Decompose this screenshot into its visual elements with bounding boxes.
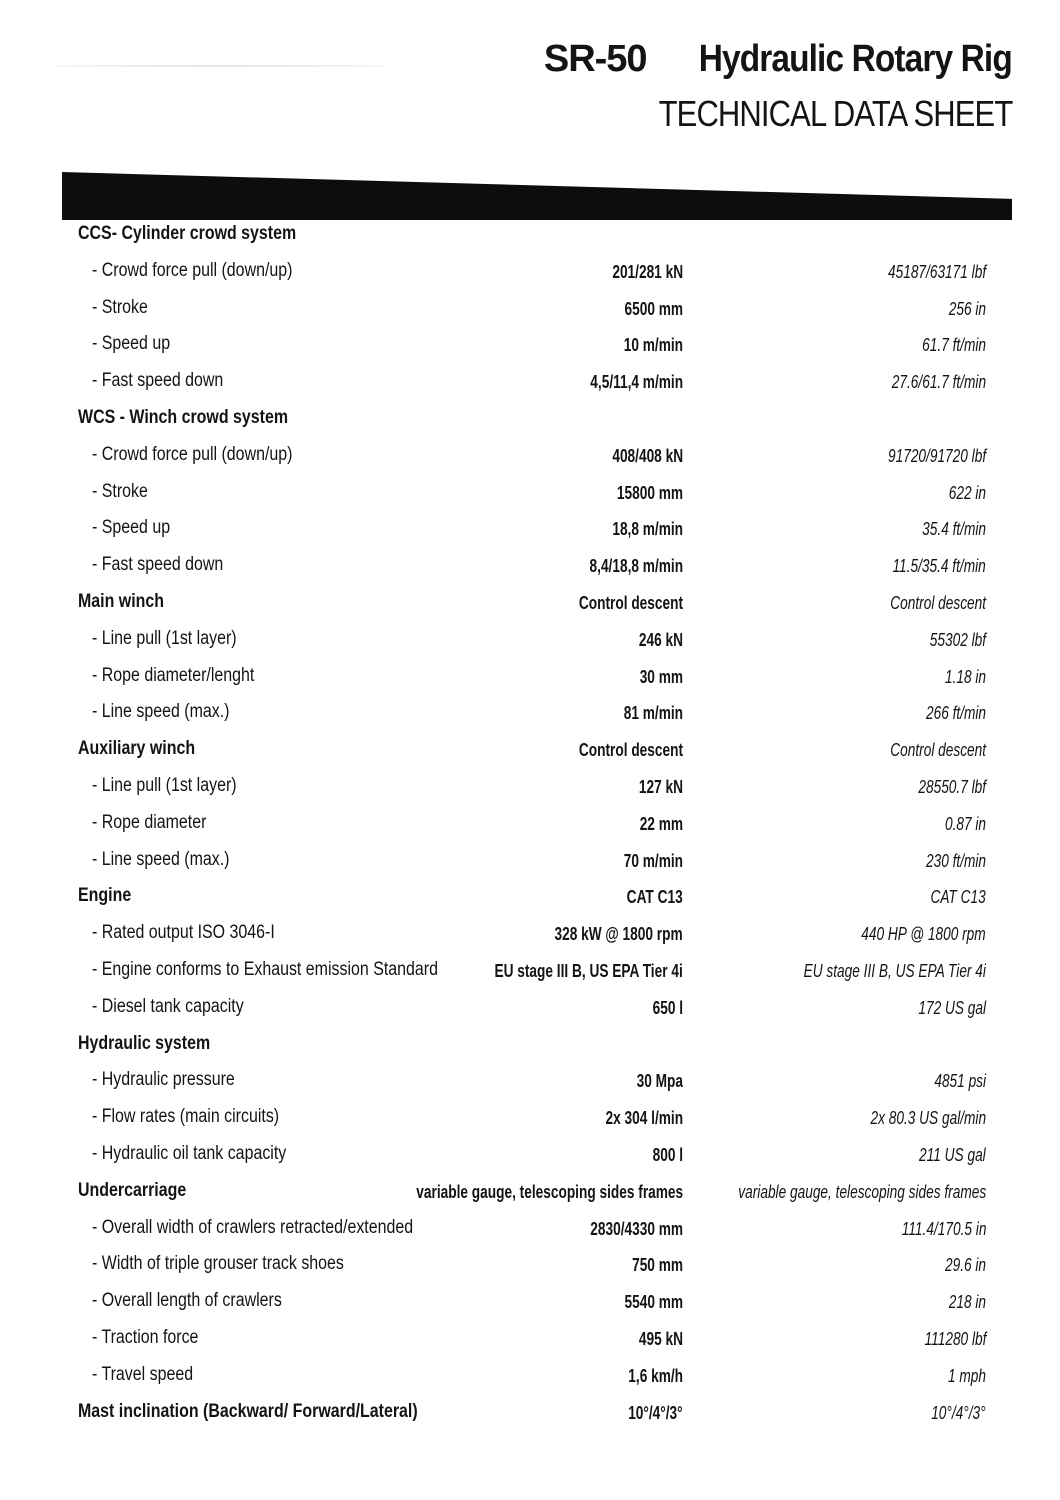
imperial-value: 29.6 in xyxy=(944,1255,986,1276)
spec-row xyxy=(78,767,998,804)
metric-value: EU stage III B, US EPA Tier 4i xyxy=(494,960,683,981)
imperial-value: 35.4 ft/min xyxy=(922,519,986,540)
spec-row xyxy=(78,804,998,841)
metric-value: 10°/4°/3° xyxy=(628,1402,683,1423)
spec-row xyxy=(78,473,998,510)
imperial-value: 10°/4°/3° xyxy=(931,1402,986,1423)
metric-value: 328 kW @ 1800 rpm xyxy=(554,924,683,945)
imperial-value: 55302 lbf xyxy=(929,629,986,650)
metric-value: 30 Mpa xyxy=(636,1071,683,1092)
metric-value: 70 m/min xyxy=(623,850,683,871)
imperial-value: 4851 psi xyxy=(934,1071,986,1092)
spec-row xyxy=(78,436,998,473)
spec-label: - Overall width of crawlers retracted/extended xyxy=(92,1216,414,1238)
spec-row xyxy=(78,325,998,362)
imperial-value: 266 ft/min xyxy=(925,703,986,724)
spec-label: - Speed up xyxy=(92,517,171,539)
imperial-value: variable gauge, telescoping sides frames xyxy=(738,1181,986,1202)
imperial-value: 1 mph xyxy=(947,1365,986,1386)
spec-row xyxy=(78,620,998,657)
spec-label: - Crowd force pull (down/up) xyxy=(92,443,293,465)
section-row xyxy=(78,877,998,914)
metric-value: Control descent xyxy=(578,592,683,613)
spec-row xyxy=(78,1061,998,1098)
metric-value: 2830/4330 mm xyxy=(590,1218,683,1239)
metric-value: variable gauge, telescoping sides frames xyxy=(416,1181,683,1202)
imperial-value: 27.6/61.7 ft/min xyxy=(891,372,986,393)
spec-row xyxy=(78,1282,998,1319)
spec-label: - Flow rates (main circuits) xyxy=(92,1106,280,1128)
section-label: WCS - Winch crowd system xyxy=(78,406,289,428)
spec-label: - Travel speed xyxy=(92,1363,194,1385)
spec-row xyxy=(78,252,998,289)
imperial-value: 440 HP @ 1800 rpm xyxy=(861,924,986,945)
metric-value: Control descent xyxy=(578,740,683,761)
spec-label: - Engine conforms to Exhaust emission Standard xyxy=(92,958,438,980)
spec-label: - Hydraulic oil tank capacity xyxy=(92,1142,287,1164)
spec-label: - Rope diameter xyxy=(92,811,207,833)
spec-row xyxy=(78,289,998,326)
spec-label: - Line pull (1st layer) xyxy=(92,627,237,649)
metric-value: 495 kN xyxy=(638,1328,683,1349)
metric-value: 4,5/11,4 m/min xyxy=(590,372,683,393)
metric-value: 6500 mm xyxy=(624,298,683,319)
spec-label: - Line speed (max.) xyxy=(92,848,230,870)
spec-row xyxy=(78,1135,998,1172)
spec-label: - Rope diameter/lenght xyxy=(92,664,255,686)
metric-value: 30 mm xyxy=(639,666,683,687)
section-row xyxy=(78,1172,998,1209)
imperial-value: EU stage III B, US EPA Tier 4i xyxy=(803,960,986,981)
section-row xyxy=(78,583,998,620)
imperial-value: 11.5/35.4 ft/min xyxy=(892,556,986,577)
imperial-value: 111.4/170.5 in xyxy=(901,1218,986,1239)
metric-value: 81 m/min xyxy=(623,703,683,724)
imperial-value: 172 US gal xyxy=(918,997,986,1018)
spec-row xyxy=(78,951,998,988)
spec-label: - Diesel tank capacity xyxy=(92,995,244,1017)
spec-label: - Fast speed down xyxy=(92,370,224,392)
metric-value: 246 kN xyxy=(638,629,683,650)
metric-value: 408/408 kN xyxy=(612,445,683,466)
metric-value: 127 kN xyxy=(638,776,683,797)
spec-row xyxy=(78,693,998,730)
imperial-value: Control descent xyxy=(890,740,986,761)
spec-label: - Rated output ISO 3046-I xyxy=(92,922,275,944)
metric-value: 750 mm xyxy=(632,1255,683,1276)
metric-value: 5540 mm xyxy=(624,1292,683,1313)
imperial-value: 211 US gal xyxy=(919,1144,986,1165)
spec-label: - Hydraulic pressure xyxy=(92,1069,235,1091)
metric-value: 8,4/18,8 m/min xyxy=(589,556,683,577)
spec-row xyxy=(78,1356,998,1393)
imperial-value: 2x 80.3 US gal/min xyxy=(870,1108,986,1129)
metric-value: 15800 mm xyxy=(616,482,683,503)
section-label: Main winch xyxy=(78,590,165,612)
imperial-value: CAT C13 xyxy=(930,887,986,908)
metric-value: 800 l xyxy=(652,1144,683,1165)
spec-row xyxy=(78,988,998,1025)
technical-data-table xyxy=(78,215,998,1429)
section-row xyxy=(78,399,998,436)
metric-value: 10 m/min xyxy=(623,335,683,356)
spec-label: - Line speed (max.) xyxy=(92,701,230,723)
imperial-value: 622 in xyxy=(948,482,986,503)
section-label: Hydraulic system xyxy=(78,1032,211,1054)
spec-label: - Stroke xyxy=(92,296,148,318)
metric-value: 2x 304 l/min xyxy=(605,1108,683,1129)
scan-artifact-line xyxy=(55,65,385,67)
spec-row xyxy=(78,362,998,399)
spec-label: - Line pull (1st layer) xyxy=(92,774,237,796)
spec-row xyxy=(78,1098,998,1135)
title-text: Hydraulic Rotary Rig xyxy=(698,38,1012,80)
spec-label: - Speed up xyxy=(92,333,171,355)
spec-label: - Traction force xyxy=(92,1326,199,1348)
section-label: Auxiliary winch xyxy=(78,738,196,760)
header-black-band xyxy=(62,172,1012,220)
section-label: Engine xyxy=(78,885,132,907)
metric-value: 1,6 km/h xyxy=(628,1365,683,1386)
spec-label: - Overall length of crawlers xyxy=(92,1290,282,1312)
metric-value: 201/281 kN xyxy=(612,261,683,282)
imperial-value: 256 in xyxy=(948,298,986,319)
section-row xyxy=(78,730,998,767)
metric-value: CAT C13 xyxy=(626,887,683,908)
spec-label: - Stroke xyxy=(92,480,148,502)
imperial-value: 0.87 in xyxy=(944,813,986,834)
section-row xyxy=(78,215,998,252)
section-label: CCS- Cylinder crowd system xyxy=(78,223,297,244)
spec-row xyxy=(78,1319,998,1356)
imperial-value: Control descent xyxy=(890,592,986,613)
imperial-value: 230 ft/min xyxy=(925,850,986,871)
imperial-value: 111280 lbf xyxy=(924,1328,986,1349)
spec-label: - Crowd force pull (down/up) xyxy=(92,259,293,281)
spec-row xyxy=(78,1245,998,1282)
spec-row xyxy=(78,841,998,878)
spec-row xyxy=(78,509,998,546)
section-row xyxy=(78,1025,998,1062)
metric-value: 650 l xyxy=(652,997,683,1018)
imperial-value: 91720/91720 lbf xyxy=(887,445,986,466)
spec-row xyxy=(78,657,998,694)
section-label: Mast inclination (Backward/ Forward/Lateral) xyxy=(78,1400,418,1422)
section-label: Undercarriage xyxy=(78,1179,187,1201)
spec-row xyxy=(78,546,998,583)
imperial-value: 45187/63171 lbf xyxy=(887,261,986,282)
imperial-value: 1.18 in xyxy=(944,666,986,687)
model-code: SR-50 xyxy=(543,38,647,80)
spec-row xyxy=(78,1209,998,1246)
imperial-value: 218 in xyxy=(948,1292,986,1313)
section-row xyxy=(78,1393,998,1430)
document-header xyxy=(544,38,1012,135)
spec-row xyxy=(78,914,998,951)
imperial-value: 28550.7 lbf xyxy=(918,776,986,797)
spec-label: - Width of triple grouser track shoes xyxy=(92,1253,344,1275)
spec-label: - Fast speed down xyxy=(92,554,224,576)
imperial-value: 61.7 ft/min xyxy=(922,335,986,356)
metric-value: 18,8 m/min xyxy=(612,519,683,540)
document-subtitle: TECHNICAL DATA SHEET xyxy=(658,93,1012,134)
document-title xyxy=(544,38,1012,81)
metric-value: 22 mm xyxy=(639,813,683,834)
